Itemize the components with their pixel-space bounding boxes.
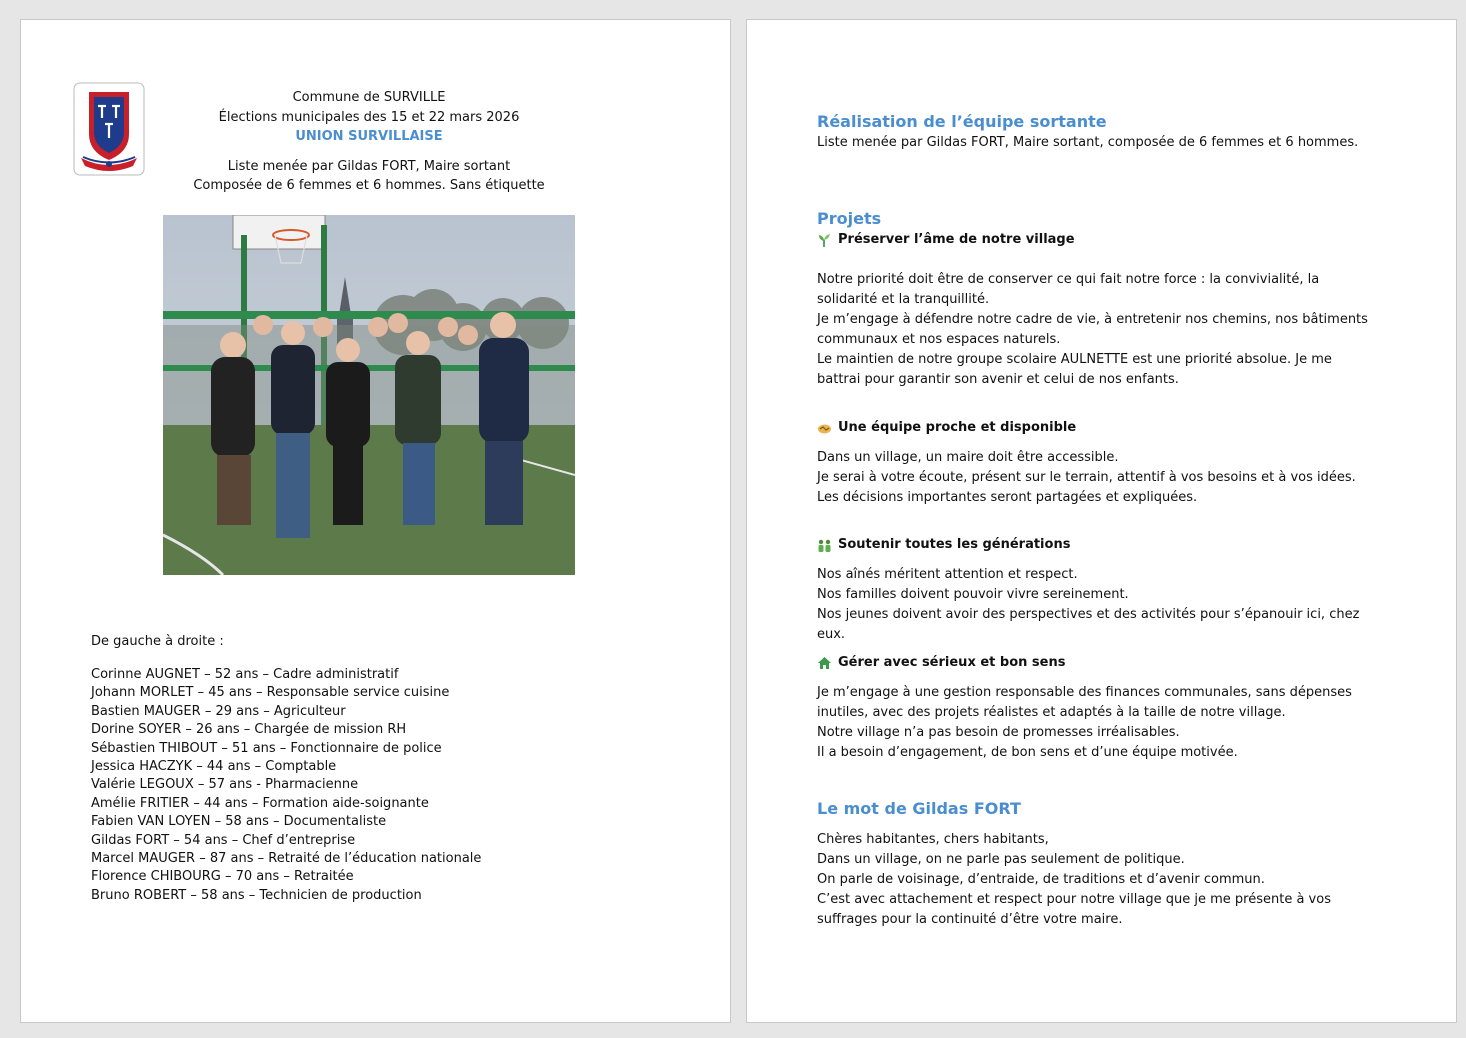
projets-section <box>817 208 1377 250</box>
section-1-body: Notre priorité doit être de conserver ce qui fait notre force : la convivialité, la solidarité et la tranquillité. Je m’engage à défendre notre cadre de vie, à entretenir nos chemins, nos bâtiments communaux et nos espaces naturels. Le maintien de notre groupe scolaire AULNETTE est une priorité absolue. Je me battrai pour garantir son avenir et celui de nos enfants. <box>817 272 1368 387</box>
section-heading: Préserver l’âme de notre village <box>817 230 1377 250</box>
members-list <box>91 666 481 905</box>
list-name: UNION SURVILLAISE <box>295 129 443 144</box>
list-item: Gildas FORT – 54 ans – Chef d’entreprise <box>91 832 356 848</box>
list-item: Fabien VAN LOYEN – 58 ans – Documentaliste <box>91 814 387 830</box>
seedling-icon <box>817 233 832 248</box>
list-item: Marcel MAUGER – 87 ans – Retraité de l’éducation nationale <box>91 851 482 867</box>
election-header <box>171 88 567 196</box>
list-item: Bastien MAUGER – 29 ans – Agriculteur <box>91 703 346 719</box>
members-intro: De gauche à droite : <box>91 634 224 649</box>
projets-title: Projets <box>817 209 882 228</box>
realisation-title: Réalisation de l’équipe sortante <box>817 112 1107 131</box>
mot-title: Le mot de Gildas FORT <box>817 799 1021 818</box>
realisation-text: Liste menée par Gildas FORT, Maire sortant, composée de 6 femmes et 6 hommes. <box>817 135 1359 150</box>
list-item: Sébastien THIBOUT – 51 ans – Fonctionnaire de police <box>91 740 442 756</box>
list-composition: Composée de 6 femmes et 6 hommes. Sans étiquette <box>193 178 545 193</box>
list-leader: Liste menée par Gildas FORT, Maire sortant <box>227 158 511 174</box>
list-item: Bruno ROBERT – 58 ans – Technicien de production <box>91 887 422 903</box>
section-heading: Une équipe proche et disponible <box>817 418 1377 438</box>
coat-of-arms-icon <box>73 82 145 176</box>
mot-section: Le mot de Gildas FORT Chères habitantes, chers habitants, Dans un village, on ne parle pas seulement de politique. On parle de voisinage, d’entraide, de traditions et d’avenir commun. C’est avec attachement et respect pour notre village que je me présente à vos suffrages pour la continuité d’être votre maire. <box>817 798 1377 930</box>
list-item: Dorine SOYER – 26 ans – Chargée de mission RH <box>91 722 407 738</box>
team-photo <box>163 215 575 575</box>
list-item: Florence CHIBOURG – 70 ans – Retraitée <box>91 869 354 885</box>
section-4: Gérer avec sérieux et bon sens Je m’engage à une gestion responsable des finances communales, sans dépenses inutiles, avec des projets réalistes et adaptés à la taille de notre village. Notre village n’a pas besoin de promesses irréalisables. Il a besoin d’engagement, de bon sens et d’une équipe motivée. <box>817 653 1377 763</box>
list-item: Corinne AUGNET – 52 ans – Cadre administratif <box>91 667 399 682</box>
realisation-section <box>817 111 1377 153</box>
list-item: Valérie LEGOUX – 57 ans - Pharmacienne <box>91 777 359 793</box>
document-page-2 <box>746 19 1457 1023</box>
list-item: Amélie FRITIER – 44 ans – Formation aide-soignante <box>91 795 429 811</box>
section-heading: Gérer avec sérieux et bon sens <box>817 653 1377 673</box>
house-icon <box>817 656 832 671</box>
handshake-icon <box>817 421 832 436</box>
election-dates: Élections municipales des 15 et 22 mars 2026 <box>218 109 520 125</box>
document-page-1 <box>20 19 731 1023</box>
commune-line: Commune de SURVILLE <box>292 90 446 105</box>
family-icon <box>817 538 832 553</box>
section-2: Une équipe proche et disponible Dans un village, un maire doit être accessible. Je serai à votre écoute, présent sur le terrain, attentif à vos besoins et à vos idées. Les décisions importantes seront partagées et expliquées. <box>817 418 1377 508</box>
list-item: Jessica HACZYK – 44 ans – Comptable <box>91 759 337 775</box>
section-3: Soutenir toutes les générations Nos aînés méritent attention et respect. Nos familles doivent pouvoir vivre sereinement. Nos jeunes doivent avoir des perspectives et des activités pour s’épanouir ici, chez eux. <box>817 535 1377 645</box>
section-heading: Soutenir toutes les générations <box>817 535 1377 555</box>
list-item: Johann MORLET – 45 ans – Responsable service cuisine <box>91 685 450 701</box>
